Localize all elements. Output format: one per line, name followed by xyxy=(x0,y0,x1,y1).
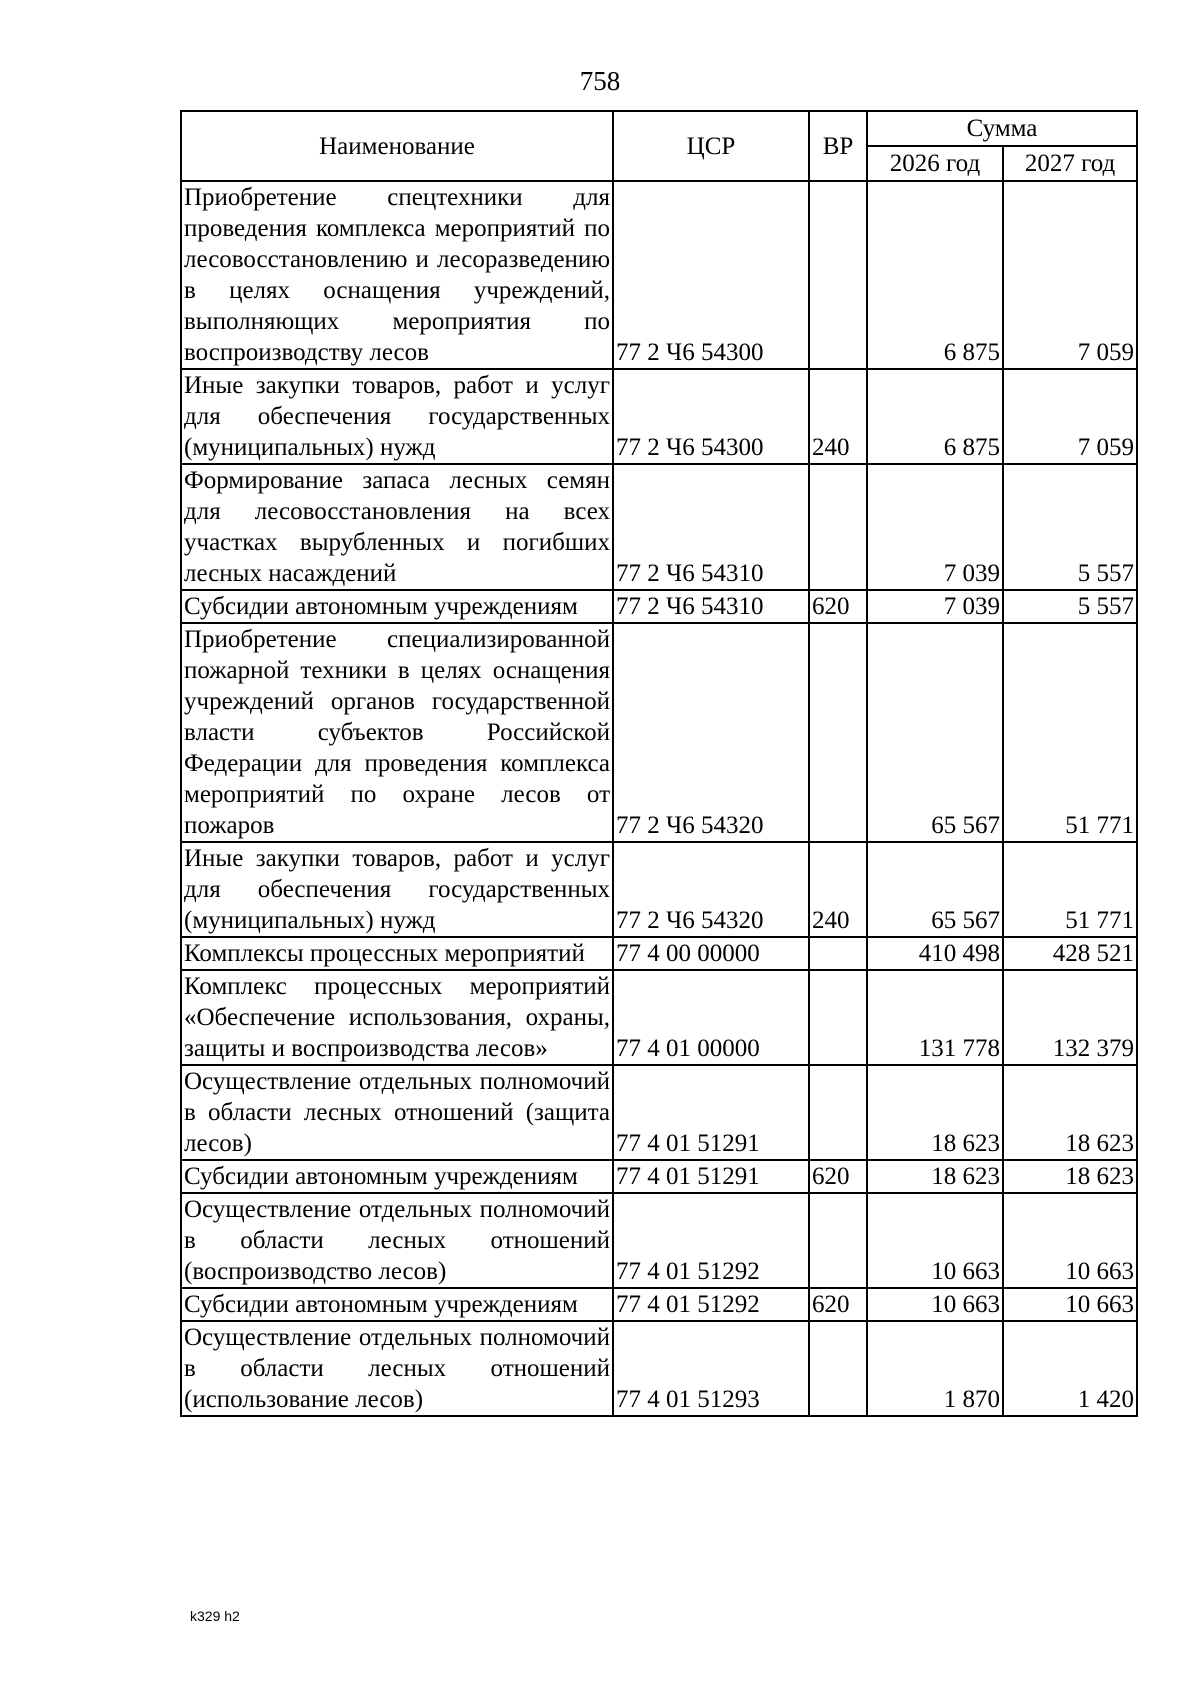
header-row xyxy=(181,111,1137,146)
row-vr-cell: 620 xyxy=(809,1160,867,1193)
table-row xyxy=(181,970,1137,1065)
row-sum-2027-cell: 10 663 xyxy=(1003,1193,1137,1288)
row-csr-cell: 77 2 Ч6 54300 xyxy=(613,181,809,369)
table-row xyxy=(181,1193,1137,1288)
row-name-cell: Иные закупки товаров, работ и услуг для обеспечения государственных (муниципальных) нужд xyxy=(181,842,613,937)
header-year-2027: 2027 год xyxy=(1003,146,1137,181)
row-vr-cell xyxy=(809,1065,867,1160)
row-csr-cell: 77 2 Ч6 54310 xyxy=(613,464,809,590)
row-csr-cell: 77 4 01 51291 xyxy=(613,1065,809,1160)
row-vr-cell xyxy=(809,937,867,970)
row-vr-cell: 240 xyxy=(809,842,867,937)
row-name-cell: Субсидии автономным учреждениям xyxy=(181,1160,613,1193)
header-name: Наименование xyxy=(181,111,613,181)
row-vr-cell: 620 xyxy=(809,1288,867,1321)
header-sum: Сумма xyxy=(867,111,1137,146)
row-sum-2027-cell: 7 059 xyxy=(1003,181,1137,369)
row-name-cell: Иные закупки товаров, работ и услуг для обеспечения государственных (муниципальных) нужд xyxy=(181,369,613,464)
row-sum-2026-cell: 6 875 xyxy=(867,181,1003,369)
table-row xyxy=(181,1160,1137,1193)
table-row xyxy=(181,623,1137,842)
table-row xyxy=(181,369,1137,464)
row-vr-cell xyxy=(809,623,867,842)
row-csr-cell: 77 4 01 51292 xyxy=(613,1288,809,1321)
row-vr-cell: 620 xyxy=(809,590,867,623)
row-sum-2027-cell: 18 623 xyxy=(1003,1065,1137,1160)
table-row xyxy=(181,1065,1137,1160)
row-sum-2026-cell: 18 623 xyxy=(867,1065,1003,1160)
table-row xyxy=(181,842,1137,937)
row-vr-cell xyxy=(809,181,867,369)
row-sum-2027-cell: 5 557 xyxy=(1003,464,1137,590)
row-sum-2026-cell: 6 875 xyxy=(867,369,1003,464)
table-row xyxy=(181,1321,1137,1416)
row-sum-2027-cell: 7 059 xyxy=(1003,369,1137,464)
row-vr-cell: 240 xyxy=(809,369,867,464)
row-sum-2027-cell: 18 623 xyxy=(1003,1160,1137,1193)
row-csr-cell: 77 2 Ч6 54320 xyxy=(613,842,809,937)
row-csr-cell: 77 2 Ч6 54300 xyxy=(613,369,809,464)
row-name-cell: Осуществление отдельных полномочий в области лесных отношений (защита лесов) xyxy=(181,1065,613,1160)
header-vr: ВР xyxy=(809,111,867,181)
budget-table xyxy=(180,110,1138,1417)
row-sum-2026-cell: 65 567 xyxy=(867,623,1003,842)
row-sum-2027-cell: 51 771 xyxy=(1003,842,1137,937)
table-row xyxy=(181,1288,1137,1321)
row-name-cell: Осуществление отдельных полномочий в области лесных отношений (использование лесов) xyxy=(181,1321,613,1416)
row-name-cell: Формирование запаса лесных семян для лесовосстановления на всех участках вырубленных и погибших лесных насаждений xyxy=(181,464,613,590)
row-csr-cell: 77 2 Ч6 54310 xyxy=(613,590,809,623)
table-row xyxy=(181,590,1137,623)
row-sum-2027-cell: 5 557 xyxy=(1003,590,1137,623)
row-sum-2027-cell: 428 521 xyxy=(1003,937,1137,970)
row-name-cell: Комплекс процессных мероприятий «Обеспечение использования, охраны, защиты и воспроизводства лесов» xyxy=(181,970,613,1065)
header-csr: ЦСР xyxy=(613,111,809,181)
row-csr-cell: 77 4 01 00000 xyxy=(613,970,809,1065)
row-sum-2026-cell: 65 567 xyxy=(867,842,1003,937)
row-csr-cell: 77 2 Ч6 54320 xyxy=(613,623,809,842)
row-sum-2026-cell: 410 498 xyxy=(867,937,1003,970)
footer-code: k329 h2 xyxy=(190,1608,240,1624)
row-sum-2026-cell: 1 870 xyxy=(867,1321,1003,1416)
row-vr-cell xyxy=(809,464,867,590)
row-name-cell: Приобретение спецтехники для проведения комплекса мероприятий по лесовосстановлению и лесоразведению в целях оснащения учреждений, выполняющих мероприятия по воспроизводству лесов xyxy=(181,181,613,369)
row-sum-2026-cell: 10 663 xyxy=(867,1193,1003,1288)
row-sum-2026-cell: 18 623 xyxy=(867,1160,1003,1193)
row-name-cell: Субсидии автономным учреждениям xyxy=(181,590,613,623)
row-sum-2026-cell: 131 778 xyxy=(867,970,1003,1065)
row-csr-cell: 77 4 01 51293 xyxy=(613,1321,809,1416)
row-vr-cell xyxy=(809,1193,867,1288)
row-sum-2026-cell: 7 039 xyxy=(867,464,1003,590)
row-sum-2027-cell: 1 420 xyxy=(1003,1321,1137,1416)
row-vr-cell xyxy=(809,1321,867,1416)
row-sum-2027-cell: 10 663 xyxy=(1003,1288,1137,1321)
page-number: 758 xyxy=(579,66,621,96)
row-csr-cell: 77 4 01 51291 xyxy=(613,1160,809,1193)
row-csr-cell: 77 4 00 00000 xyxy=(613,937,809,970)
row-name-cell: Приобретение специализированной пожарной техники в целях оснащения учреждений органов государственной власти субъектов Российской Федерации для проведения комплекса мероприятий по охране лесов от пожаров xyxy=(181,623,613,842)
table-header xyxy=(181,111,1137,181)
table-row xyxy=(181,937,1137,970)
table-row xyxy=(181,464,1137,590)
row-name-cell: Субсидии автономным учреждениям xyxy=(181,1288,613,1321)
table-body xyxy=(181,181,1137,1416)
header-year-2026: 2026 год xyxy=(867,146,1003,181)
row-csr-cell: 77 4 01 51292 xyxy=(613,1193,809,1288)
row-sum-2027-cell: 132 379 xyxy=(1003,970,1137,1065)
row-name-cell: Комплексы процессных мероприятий xyxy=(181,937,613,970)
row-sum-2026-cell: 7 039 xyxy=(867,590,1003,623)
row-sum-2026-cell: 10 663 xyxy=(867,1288,1003,1321)
row-vr-cell xyxy=(809,970,867,1065)
row-sum-2027-cell: 51 771 xyxy=(1003,623,1137,842)
table-row xyxy=(181,181,1137,369)
row-name-cell: Осуществление отдельных полномочий в области лесных отношений (воспроизводство лесов) xyxy=(181,1193,613,1288)
